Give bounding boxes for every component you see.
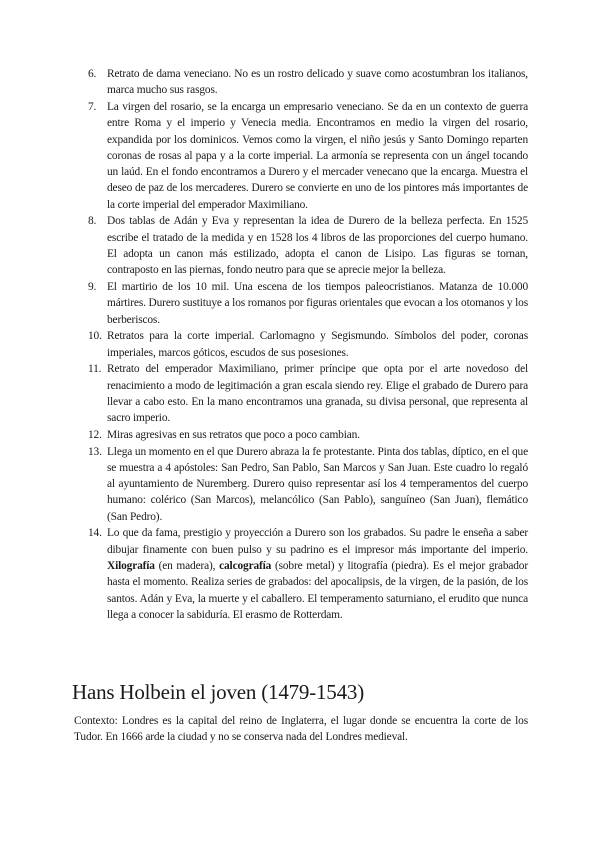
list-item [74,328,528,361]
list-item [74,99,528,213]
item-number: 9. [88,281,97,294]
list-item [74,427,528,443]
item-text: Retrato de dama veneciano. No es un rostro delicado y suave como acostumbran los italianos, marca mucho sus rasgos. [107,68,528,97]
item-text: Lo que da fama, prestigio y proyección a Durero son los grabados. Su padre le enseña a saber dibujar finamente con buen pulso y su padrino es el impresor más importante del imperio. [107,527,528,556]
list-item [74,525,528,623]
item-number: 6. [88,68,97,80]
item-text: El martirio de los 10 mil. Una escena de los tiempos paleocristianos. Matanza de 10.000 mártires. Durero sustituye a los romanos por figuras orientales que evocan a los otomanos y los berberiscos. [107,281,528,326]
item-text: (sobre metal) y litografía (piedra). Es el mejor grabador hasta el momento. Realiza series de grabados: del apocalipsis, de la virgen, de la pasión, de los santos. Adán y Eva, la muerte y el caballero. El temperamento saturniano, el erudito que nunca llega a conocer la sabiduría. El erasmo de Rotterdam. [107,560,528,621]
bold-term-calcografia: calcografía [219,560,272,573]
item-number: 7. [88,100,97,113]
item-number: 11. [88,363,102,376]
item-text: Dos tablas de Adán y Eva y representan la idea de Durero de la belleza perfecta. En 1525 escribe el tratado de la medida y en 1528 los 4 libros de las proporciones del cuerpo humano. El adopta un canon más estilizado, adopta el canon de Lisipo. Las figuras se tornan, contraposto en las piernas, fondo neutro para que se aprecie mejor la belleza. [107,215,528,277]
context-paragraph: Contexto: Londres es la capital del reino de Inglaterra, el lugar donde se encuentra la corte de los Tudor. En 1666 arde la ciudad y no se conserva nada del Londres medieval. [74,715,528,744]
numbered-list [74,66,528,624]
list-item [74,66,528,99]
item-number: 13. [88,445,102,458]
list-item [74,279,528,328]
item-text: Retrato del emperador Maximiliano, primer príncipe que opta por el arte novedoso del renacimiento a modo de legitimación a gran escala siendo rey. Elige el grabado de Durero para llevar a cabo esto. En la mano encontramos una granada, su divisa personal, que representa al sacro imperio. [107,363,528,425]
item-text: (en madera), [154,560,220,573]
bold-term-xilografia: Xilografía [107,560,155,573]
item-number: 12. [88,428,102,441]
list-item [74,444,528,525]
item-number: 14. [88,527,102,540]
item-text: Retratos para la corte imperial. Carlomagno y Segismundo. Símbolos del poder, coronas imperiales, marcos góticos, escudos de sus posesiones. [107,330,528,359]
list-item [74,213,528,278]
item-text: La virgen del rosario, se la encarga un empresario veneciano. Se da en un contexto de guerra entre Roma y el imperio y Venecia media. Encontramos en medio la virgen del rosario, expandida por los dominicos. Vemos como la virgen, el niño jesús y Santo Domingo reparten coronas de rosas al papa y a la corte imperial. La armonía se representa con un ángel tocando un laúd. En el fondo encontramos a Durero y el mercader venecano que la encarga. Muestra el deseo de paz de los mercaderes. Durero se convierte en uno de los pintores más importantes de la corte imperial del emperador Maximiliano. [107,100,528,211]
item-number: 8. [88,215,97,228]
section-heading: Hans Holbein el joven (1479-1543) [72,680,365,704]
list-item [74,361,528,426]
item-text: Llega un momento en el que Durero abraza la fe protestante. Pinta dos tablas, díptico, en el que se muestra a 4 apóstoles: San Pedro, San Pablo, San Marcos y San Juan. Este cuadro lo regaló al ayuntamiento de Nuremberg. Durero quiso representar así los 4 temperamentos del cuerpo humano: colérico (San Marcos), melancólico (San Pablo), sanguíneo (San Juan), flemático (San Pedro). [107,445,528,523]
item-number: 10. [88,330,102,343]
item-text: Miras agresivas en sus retratos que poco a poco cambian. [107,428,360,441]
